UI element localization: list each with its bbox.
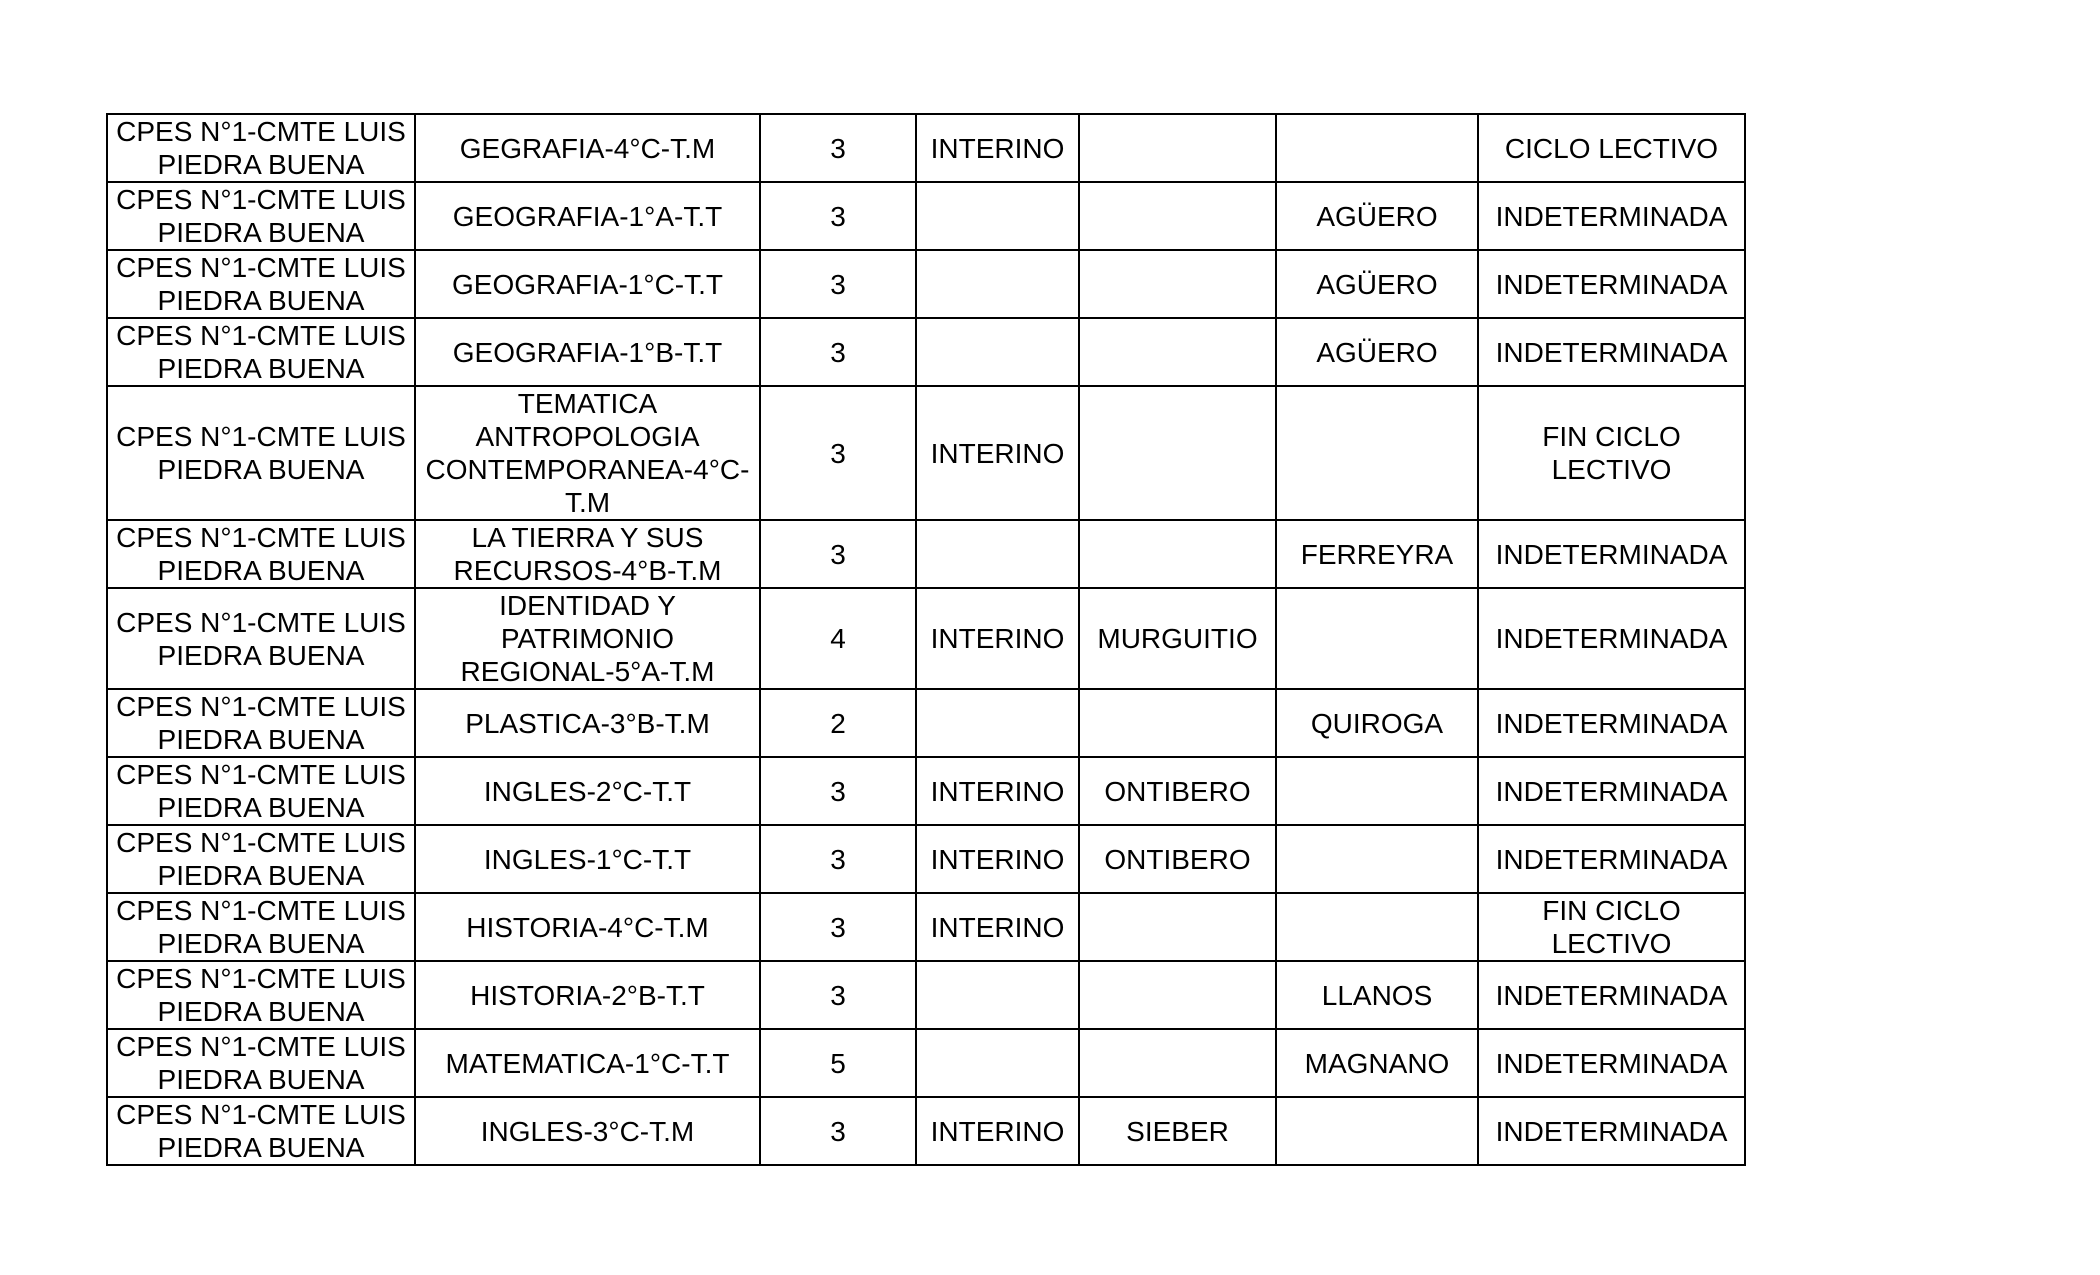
- substitute-cell: [1276, 588, 1478, 689]
- school-cell: CPES N°1-CMTE LUIS PIEDRA BUENA: [107, 588, 415, 689]
- subject-cell: INGLES-2°C-T.T: [415, 757, 760, 825]
- school-cell: CPES N°1-CMTE LUIS PIEDRA BUENA: [107, 250, 415, 318]
- hours-cell: 3: [760, 1097, 916, 1165]
- subject-cell: TEMATICA ANTROPOLOGIA CONTEMPORANEA-4°C-T.M: [415, 386, 760, 520]
- status-cell: INTERINO: [916, 825, 1079, 893]
- table-row: [107, 318, 1745, 386]
- status-cell: [916, 1029, 1079, 1097]
- teacher-cell: [1079, 1029, 1276, 1097]
- teacher-cell: MURGUITIO: [1079, 588, 1276, 689]
- table-row: [107, 114, 1745, 182]
- hours-cell: 3: [760, 520, 916, 588]
- subject-cell: INGLES-1°C-T.T: [415, 825, 760, 893]
- table-row: [107, 520, 1745, 588]
- hours-cell: 3: [760, 893, 916, 961]
- teacher-cell: [1079, 961, 1276, 1029]
- duration-cell: INDETERMINADA: [1478, 961, 1745, 1029]
- table-row: [107, 1097, 1745, 1165]
- school-cell: CPES N°1-CMTE LUIS PIEDRA BUENA: [107, 318, 415, 386]
- duration-cell: INDETERMINADA: [1478, 520, 1745, 588]
- substitute-cell: AGÜERO: [1276, 318, 1478, 386]
- subject-cell: GEOGRAFIA-1°A-T.T: [415, 182, 760, 250]
- school-cell: CPES N°1-CMTE LUIS PIEDRA BUENA: [107, 689, 415, 757]
- table-row: [107, 386, 1745, 520]
- teacher-cell: [1079, 893, 1276, 961]
- substitute-cell: [1276, 1097, 1478, 1165]
- substitute-cell: [1276, 825, 1478, 893]
- school-cell: CPES N°1-CMTE LUIS PIEDRA BUENA: [107, 825, 415, 893]
- duration-cell: INDETERMINADA: [1478, 588, 1745, 689]
- school-cell: CPES N°1-CMTE LUIS PIEDRA BUENA: [107, 1029, 415, 1097]
- school-cell: CPES N°1-CMTE LUIS PIEDRA BUENA: [107, 114, 415, 182]
- table-row: [107, 961, 1745, 1029]
- duration-cell: INDETERMINADA: [1478, 250, 1745, 318]
- subject-cell: HISTORIA-2°B-T.T: [415, 961, 760, 1029]
- duration-cell: INDETERMINADA: [1478, 1097, 1745, 1165]
- substitute-cell: [1276, 386, 1478, 520]
- hours-cell: 5: [760, 1029, 916, 1097]
- school-cell: CPES N°1-CMTE LUIS PIEDRA BUENA: [107, 961, 415, 1029]
- table-row: [107, 250, 1745, 318]
- subject-cell: GEOGRAFIA-1°B-T.T: [415, 318, 760, 386]
- subject-cell: IDENTIDAD Y PATRIMONIO REGIONAL-5°A-T.M: [415, 588, 760, 689]
- duration-cell: INDETERMINADA: [1478, 757, 1745, 825]
- school-cell: CPES N°1-CMTE LUIS PIEDRA BUENA: [107, 182, 415, 250]
- subject-cell: GEGRAFIA-4°C-T.M: [415, 114, 760, 182]
- table-row: [107, 689, 1745, 757]
- table-row: [107, 588, 1745, 689]
- duration-cell: INDETERMINADA: [1478, 182, 1745, 250]
- substitute-cell: MAGNANO: [1276, 1029, 1478, 1097]
- subject-cell: PLASTICA-3°B-T.M: [415, 689, 760, 757]
- teacher-cell: [1079, 386, 1276, 520]
- substitute-cell: [1276, 114, 1478, 182]
- status-cell: INTERINO: [916, 757, 1079, 825]
- duration-cell: INDETERMINADA: [1478, 318, 1745, 386]
- hours-cell: 3: [760, 757, 916, 825]
- hours-cell: 3: [760, 114, 916, 182]
- table-body: [107, 114, 1745, 1165]
- status-cell: [916, 250, 1079, 318]
- hours-cell: 3: [760, 250, 916, 318]
- substitute-cell: FERREYRA: [1276, 520, 1478, 588]
- teacher-cell: [1079, 689, 1276, 757]
- school-cell: CPES N°1-CMTE LUIS PIEDRA BUENA: [107, 520, 415, 588]
- hours-cell: 3: [760, 386, 916, 520]
- teacher-cell: ONTIBERO: [1079, 757, 1276, 825]
- subject-cell: HISTORIA-4°C-T.M: [415, 893, 760, 961]
- document-table: [106, 113, 1746, 1166]
- duration-cell: FIN CICLO LECTIVO: [1478, 893, 1745, 961]
- substitute-cell: AGÜERO: [1276, 250, 1478, 318]
- subject-cell: GEOGRAFIA-1°C-T.T: [415, 250, 760, 318]
- table-row: [107, 1029, 1745, 1097]
- hours-cell: 3: [760, 961, 916, 1029]
- status-cell: [916, 520, 1079, 588]
- hours-cell: 4: [760, 588, 916, 689]
- status-cell: [916, 182, 1079, 250]
- teacher-cell: ONTIBERO: [1079, 825, 1276, 893]
- subject-cell: LA TIERRA Y SUS RECURSOS-4°B-T.M: [415, 520, 760, 588]
- school-cell: CPES N°1-CMTE LUIS PIEDRA BUENA: [107, 1097, 415, 1165]
- status-cell: [916, 318, 1079, 386]
- subject-cell: INGLES-3°C-T.M: [415, 1097, 760, 1165]
- table-row: [107, 182, 1745, 250]
- hours-cell: 2: [760, 689, 916, 757]
- substitute-cell: [1276, 893, 1478, 961]
- hours-cell: 3: [760, 318, 916, 386]
- subject-cell: MATEMATICA-1°C-T.T: [415, 1029, 760, 1097]
- status-cell: INTERINO: [916, 114, 1079, 182]
- teacher-cell: [1079, 520, 1276, 588]
- hours-cell: 3: [760, 182, 916, 250]
- duration-cell: INDETERMINADA: [1478, 1029, 1745, 1097]
- duration-cell: FIN CICLO LECTIVO: [1478, 386, 1745, 520]
- table-row: [107, 893, 1745, 961]
- hours-cell: 3: [760, 825, 916, 893]
- school-cell: CPES N°1-CMTE LUIS PIEDRA BUENA: [107, 757, 415, 825]
- teacher-cell: [1079, 250, 1276, 318]
- table-row: [107, 825, 1745, 893]
- teacher-cell: [1079, 318, 1276, 386]
- status-cell: [916, 689, 1079, 757]
- duration-cell: CICLO LECTIVO: [1478, 114, 1745, 182]
- status-cell: INTERINO: [916, 588, 1079, 689]
- duration-cell: INDETERMINADA: [1478, 689, 1745, 757]
- school-cell: CPES N°1-CMTE LUIS PIEDRA BUENA: [107, 386, 415, 520]
- substitute-cell: AGÜERO: [1276, 182, 1478, 250]
- table-row: [107, 757, 1745, 825]
- status-cell: [916, 961, 1079, 1029]
- substitute-cell: LLANOS: [1276, 961, 1478, 1029]
- status-cell: INTERINO: [916, 1097, 1079, 1165]
- school-cell: CPES N°1-CMTE LUIS PIEDRA BUENA: [107, 893, 415, 961]
- teacher-cell: [1079, 114, 1276, 182]
- substitute-cell: [1276, 757, 1478, 825]
- status-cell: INTERINO: [916, 893, 1079, 961]
- status-cell: INTERINO: [916, 386, 1079, 520]
- teacher-cell: SIEBER: [1079, 1097, 1276, 1165]
- teacher-cell: [1079, 182, 1276, 250]
- duration-cell: INDETERMINADA: [1478, 825, 1745, 893]
- substitute-cell: QUIROGA: [1276, 689, 1478, 757]
